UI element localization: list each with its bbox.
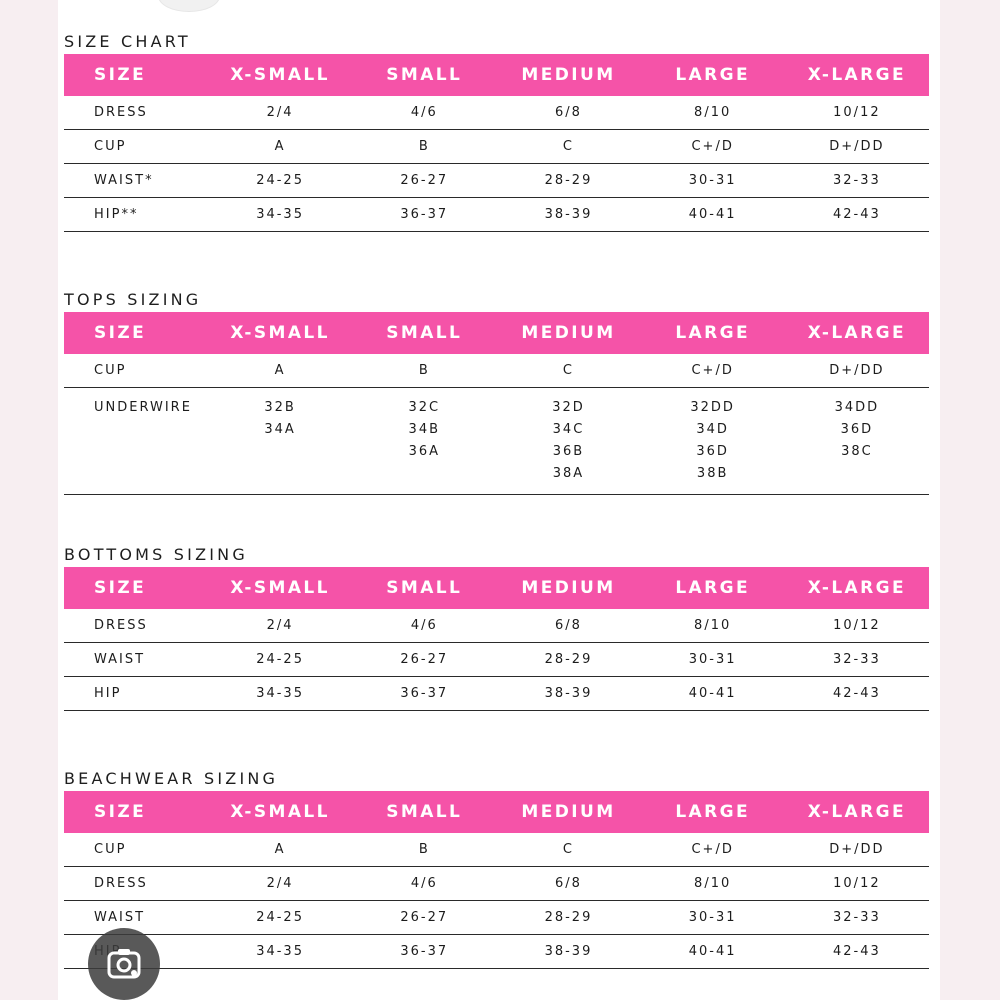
- column-header: X-LARGE: [807, 802, 906, 822]
- table-cell: 40-41: [641, 198, 785, 232]
- table-cell: 10/12: [785, 96, 929, 130]
- table-row: [64, 935, 929, 969]
- table-cell: 38-39: [496, 677, 640, 711]
- row-label: UNDERWIRE: [64, 388, 208, 495]
- cell-value: 34B: [408, 422, 441, 437]
- table-cell: C+/D: [641, 354, 785, 388]
- table-cell: 36-37: [352, 935, 496, 969]
- table-cell: D+/DD: [785, 833, 929, 867]
- table-cell: 24-25: [208, 643, 352, 677]
- row-label: CUP: [64, 833, 208, 867]
- size-table: [64, 567, 929, 711]
- column-header: X-LARGE: [807, 65, 906, 85]
- table-cell: B: [352, 130, 496, 164]
- column-header: SIZE: [94, 323, 147, 343]
- column-header: LARGE: [675, 578, 750, 598]
- table-cell: [641, 388, 785, 495]
- table-row: [64, 388, 929, 495]
- table-cell: C: [496, 833, 640, 867]
- row-label: DRESS: [64, 867, 208, 901]
- size-table: [64, 54, 929, 232]
- table-cell: 8/10: [641, 867, 785, 901]
- column-header: X-LARGE: [807, 323, 906, 343]
- table-cell: 32-33: [785, 901, 929, 935]
- column-header: MEDIUM: [521, 802, 616, 822]
- google-lens-icon[interactable]: [88, 928, 160, 1000]
- table-cell: 8/10: [641, 609, 785, 643]
- table-cell: 10/12: [785, 609, 929, 643]
- section-title: SIZE CHART: [64, 32, 191, 51]
- column-header: SIZE: [94, 65, 147, 85]
- column-header: SMALL: [386, 802, 463, 822]
- column-header: X-SMALL: [230, 802, 330, 822]
- table-cell: C: [496, 130, 640, 164]
- table-cell: C+/D: [641, 130, 785, 164]
- table-cell: 24-25: [208, 901, 352, 935]
- table-cell: 2/4: [208, 609, 352, 643]
- table-cell: A: [208, 833, 352, 867]
- cell-value: 32B: [264, 400, 296, 415]
- table-cell: [208, 388, 352, 495]
- table-cell: 34-35: [208, 677, 352, 711]
- table-cell: 28-29: [496, 643, 640, 677]
- table-cell: 36-37: [352, 198, 496, 232]
- row-label: HIP**: [64, 198, 208, 232]
- column-header: LARGE: [675, 802, 750, 822]
- table-cell: A: [208, 130, 352, 164]
- table-cell: 2/4: [208, 867, 352, 901]
- table-cell: B: [352, 833, 496, 867]
- column-header: LARGE: [675, 65, 750, 85]
- table-cell: 30-31: [641, 901, 785, 935]
- table-cell: C: [496, 354, 640, 388]
- table-cell: 32-33: [785, 164, 929, 198]
- table-cell: 42-43: [785, 935, 929, 969]
- table-cell: 2/4: [208, 96, 352, 130]
- section-bottoms-sizing: [64, 543, 929, 711]
- table-cell: 42-43: [785, 198, 929, 232]
- top-badge: [158, 0, 220, 12]
- table-cell: [785, 388, 929, 495]
- table-row: [64, 833, 929, 867]
- cell-value: 34C: [552, 422, 585, 437]
- table-row: [64, 901, 929, 935]
- section-title: BOTTOMS SIZING: [64, 545, 248, 564]
- cell-value: 36D: [696, 444, 729, 459]
- table-cell: 26-27: [352, 901, 496, 935]
- table-cell: B: [352, 354, 496, 388]
- table-row: [64, 677, 929, 711]
- table-cell: D+/DD: [785, 130, 929, 164]
- table-cell: 34-35: [208, 198, 352, 232]
- section-title: BEACHWEAR SIZING: [64, 769, 279, 788]
- column-header: X-SMALL: [230, 323, 330, 343]
- size-table: [64, 791, 929, 969]
- column-header: SMALL: [386, 578, 463, 598]
- cell-value: 32DD: [690, 400, 735, 415]
- table-header-row: [64, 567, 929, 609]
- column-header: LARGE: [675, 323, 750, 343]
- table-cell: 40-41: [641, 935, 785, 969]
- cell-value: 32C: [408, 400, 441, 415]
- table-cell: 30-31: [641, 643, 785, 677]
- table-row: [64, 164, 929, 198]
- size-table: [64, 312, 929, 495]
- table-row: [64, 354, 929, 388]
- table-row: [64, 609, 929, 643]
- column-header: MEDIUM: [521, 65, 616, 85]
- table-header-row: [64, 312, 929, 354]
- section-tops-sizing: [64, 288, 929, 495]
- table-row: [64, 130, 929, 164]
- lens-glyph: [104, 944, 144, 984]
- section-title: TOPS SIZING: [64, 290, 202, 309]
- table-cell: 24-25: [208, 164, 352, 198]
- table-cell: 6/8: [496, 867, 640, 901]
- column-header: SIZE: [94, 802, 147, 822]
- cell-value: 36A: [408, 444, 440, 459]
- table-cell: 26-27: [352, 643, 496, 677]
- table-header-row: [64, 54, 929, 96]
- row-label: WAIST: [64, 901, 208, 935]
- table-cell: 38-39: [496, 935, 640, 969]
- table-cell: 4/6: [352, 867, 496, 901]
- table-row: [64, 96, 929, 130]
- row-label: DRESS: [64, 96, 208, 130]
- size-chart-page: [58, 0, 940, 1000]
- row-label: DRESS: [64, 609, 208, 643]
- cell-value: 38B: [696, 466, 729, 481]
- table-row: [64, 643, 929, 677]
- table-cell: 4/6: [352, 96, 496, 130]
- table-header-row: [64, 791, 929, 833]
- cell-value: 34D: [696, 422, 729, 437]
- row-label: WAIST: [64, 643, 208, 677]
- table-cell: 28-29: [496, 901, 640, 935]
- column-header: MEDIUM: [521, 578, 616, 598]
- row-label: CUP: [64, 130, 208, 164]
- table-cell: 34-35: [208, 935, 352, 969]
- table-cell: 40-41: [641, 677, 785, 711]
- column-header: MEDIUM: [521, 323, 616, 343]
- table-cell: [352, 388, 496, 495]
- cell-value: 34A: [264, 422, 296, 437]
- column-header: X-SMALL: [230, 65, 330, 85]
- table-cell: 4/6: [352, 609, 496, 643]
- table-cell: 28-29: [496, 164, 640, 198]
- table-cell: 6/8: [496, 609, 640, 643]
- table-cell: C+/D: [641, 833, 785, 867]
- cell-value: 32D: [552, 400, 585, 415]
- section-size-chart: [64, 30, 929, 232]
- row-label: WAIST*: [64, 164, 208, 198]
- cell-value: 38C: [841, 444, 873, 459]
- row-label: CUP: [64, 354, 208, 388]
- table-cell: 30-31: [641, 164, 785, 198]
- table-row: [64, 198, 929, 232]
- column-header: X-LARGE: [807, 578, 906, 598]
- table-row: [64, 867, 929, 901]
- table-cell: [496, 388, 640, 495]
- section-beachwear-sizing: [64, 767, 929, 969]
- cell-value: 36D: [840, 422, 874, 437]
- cell-value: 38A: [552, 466, 585, 481]
- row-label: HIP: [64, 677, 208, 711]
- table-cell: 32-33: [785, 643, 929, 677]
- table-cell: 6/8: [496, 96, 640, 130]
- table-cell: 10/12: [785, 867, 929, 901]
- table-cell: 42-43: [785, 677, 929, 711]
- table-cell: A: [208, 354, 352, 388]
- table-cell: D+/DD: [785, 354, 929, 388]
- cell-value: 34DD: [834, 400, 880, 415]
- table-cell: 36-37: [352, 677, 496, 711]
- column-header: SIZE: [94, 578, 147, 598]
- cell-value: 36B: [552, 444, 585, 459]
- column-header: X-SMALL: [230, 578, 330, 598]
- table-cell: 38-39: [496, 198, 640, 232]
- table-cell: 8/10: [641, 96, 785, 130]
- column-header: SMALL: [386, 323, 463, 343]
- column-header: SMALL: [386, 65, 463, 85]
- table-cell: 26-27: [352, 164, 496, 198]
